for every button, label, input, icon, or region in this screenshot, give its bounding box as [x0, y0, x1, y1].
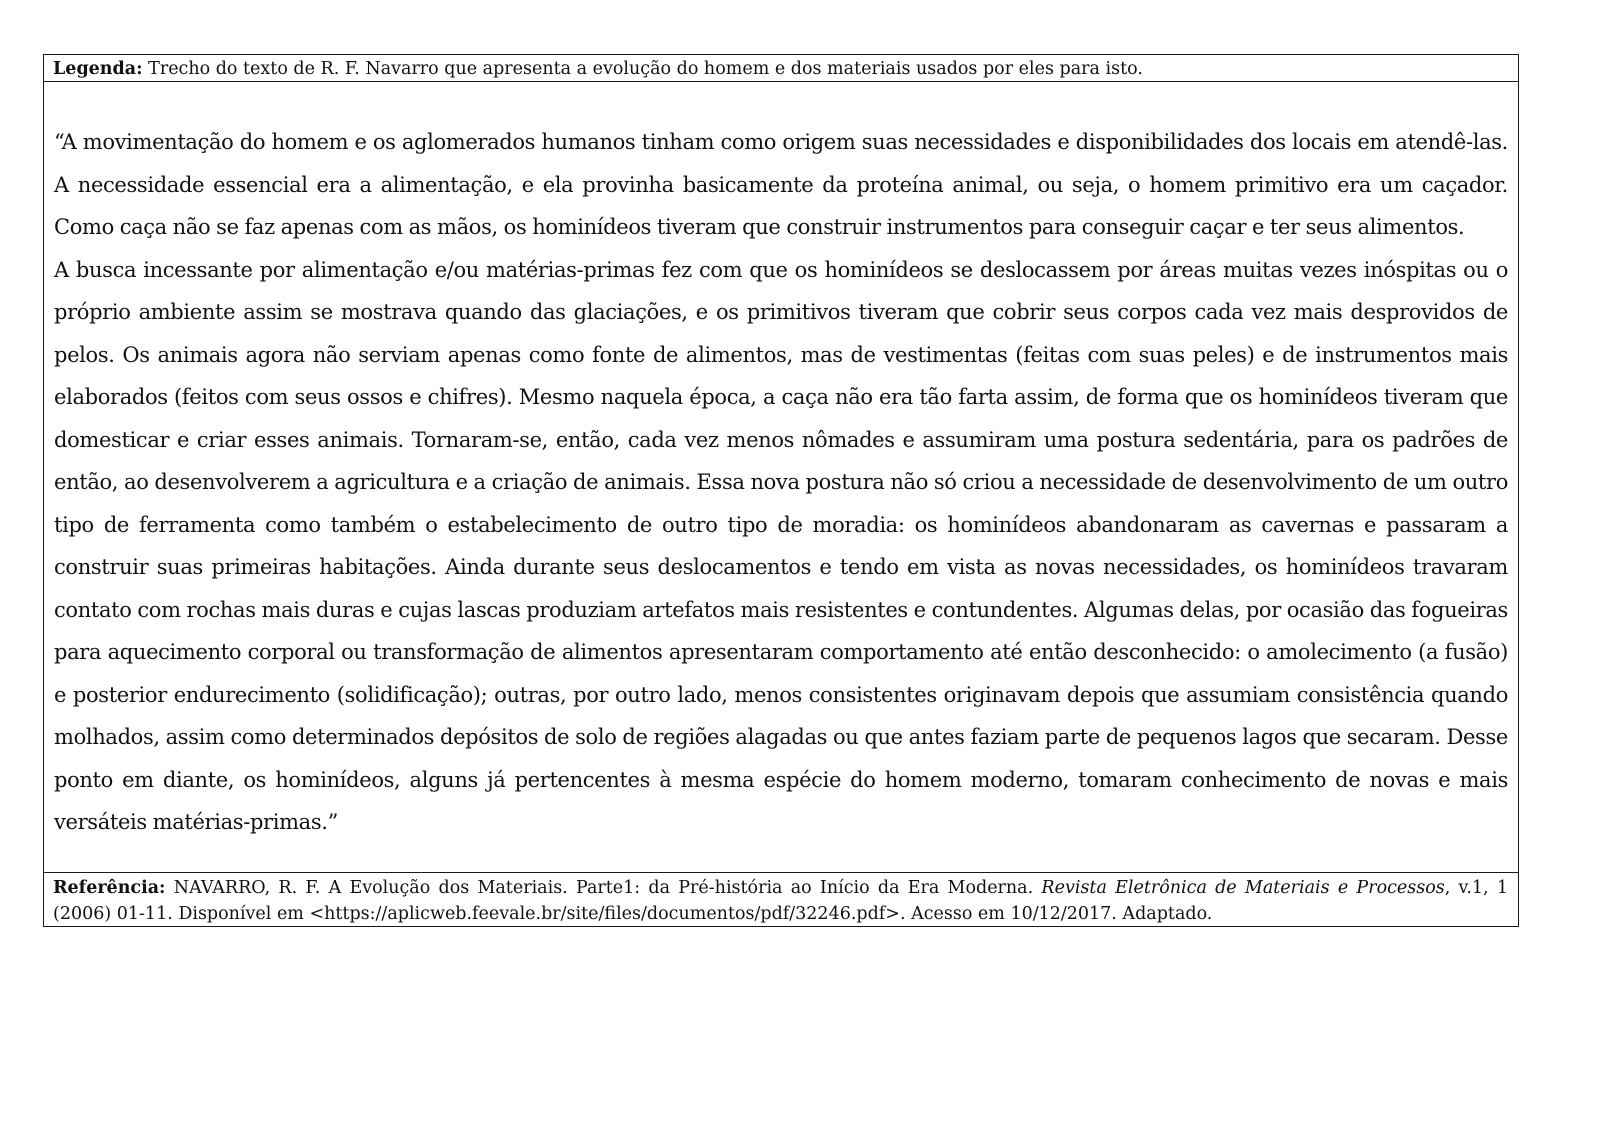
reference-journal: Revista Eletrônica de Materiais e Processos — [1041, 878, 1445, 898]
reference-text-after: , v.1, 1 (2006) 01-11. Disponível em <https://aplicweb.feevale.br/site/files/documentos/pdf/32246.pdf>. Acesso em 10/12/2017. Adaptado. — [53, 878, 1508, 924]
document-table — [43, 54, 1519, 927]
quote-paragraph-1: “A movimentação do homem e os aglomerados humanos tinham como origem suas necessidades e disponibilidades dos locais em atendê-las. A necessidade essencial era a alimentação, e ela provinha basicamente da proteína animal, ou seja, o homem primitivo era um caçador. Como caça não se faz apenas com as mãos, os hominídeos tiveram que construir instrumentos para conseguir caçar e ter seus alimentos. — [54, 130, 1508, 239]
legend-row — [44, 55, 1518, 82]
reference-text-before: NAVARRO, R. F. A Evolução dos Materiais. Parte1: da Pré-história ao Início da Era Moderna. — [173, 878, 1034, 898]
legend-label: Legenda: — [53, 59, 143, 79]
reference-label: Referência: — [53, 878, 166, 898]
quote-paragraph-2: A busca incessante por alimentação e/ou matérias-primas fez com que os hominídeos se deslocassem por áreas muitas vezes inóspitas ou o próprio ambiente assim se mostrava quando das glaciações, e os primitivos tiveram que cobrir seus corpos cada vez mais desprovidos de pelos. Os animais agora não serviam apenas como fonte de alimentos, mas de vestimentas (feitas com suas peles) e de instrumentos mais elaborados (feitos com seus ossos e chifres). Mesmo naquela época, a caça não era tão farta assim, de forma que os hominídeos tiveram que domesticar e criar esses animais. Tornaram-se, então, cada vez menos nômades e assumiram uma postura sedentária, para os padrões de então, ao desenvolverem a agricultura e a criação de animais. Essa nova postura não só criou a necessidade de desenvolvimento de um outro tipo de ferramenta como também o estabelecimento de outro tipo de moradia: os hominídeos abandonaram as cavernas e passaram a construir suas primeiras habitações. Ainda durante seus deslocamentos e tendo em vista as novas necessidades, os hominídeos travaram contato com rochas mais duras e cujas lascas produziam artefatos mais resistentes e contundentes. Algumas delas, por ocasião das fogueiras para aquecimento corporal ou transformação de alimentos apresentaram comportamento até então desconhecido: o amolecimento (a fusão) e posterior endurecimento (solidificação); outras, por outro lado, menos consistentes originavam depois que assumiam consistência quando molhados, assim como determinados depósitos de solo de regiões alagadas ou que antes faziam parte de pequenos lagos que secaram. Desse ponto em diante, os hominídeos, alguns já pertencentes à mesma espécie do homem moderno, tomaram conhecimento de novas e mais versáteis matérias-primas.” — [54, 257, 1508, 834]
legend-text: Trecho do texto de R. F. Navarro que apresenta a evolução do homem e dos materiais usados por eles para isto. — [148, 59, 1143, 79]
reference-row — [44, 872, 1518, 926]
quote-body — [44, 82, 1518, 925]
